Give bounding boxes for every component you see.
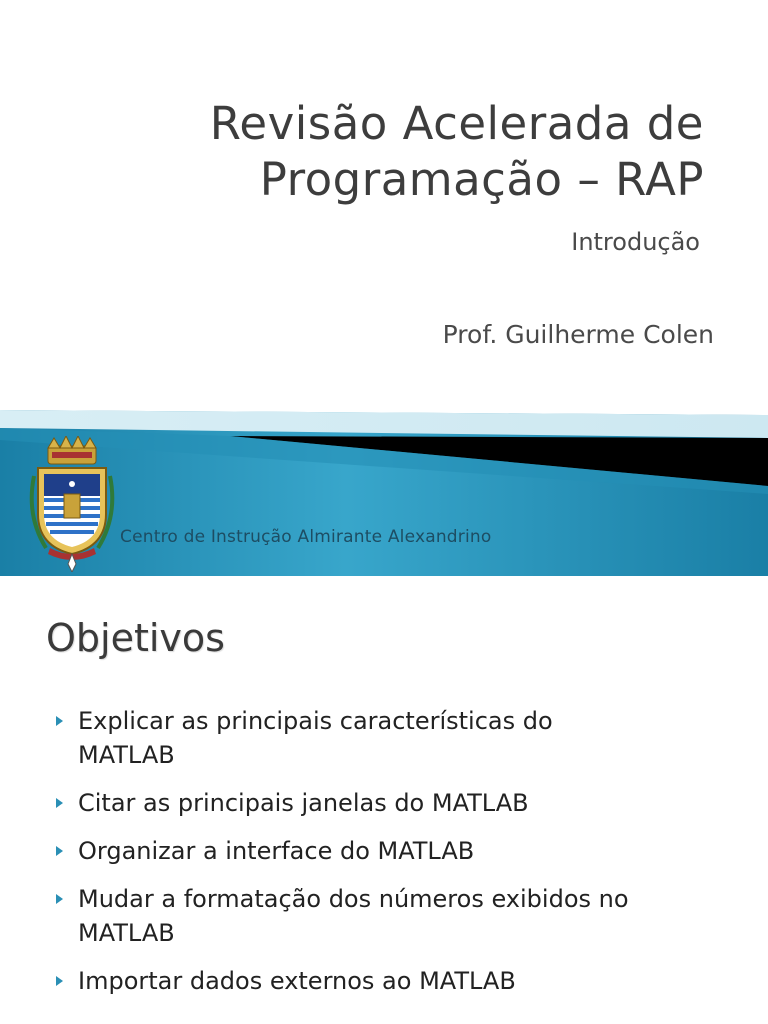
- naval-crest-icon: [26, 436, 118, 572]
- objective-text-continued: MATLAB: [78, 919, 175, 947]
- objective-item: [52, 786, 742, 820]
- objective-text: Citar as principais janelas do MATLAB: [78, 789, 529, 817]
- objectives-heading: Objetivos: [46, 616, 225, 660]
- objective-text: Mudar a formatação dos números exibidos no: [78, 885, 629, 913]
- objective-text: Explicar as principais características do: [78, 707, 553, 735]
- triangle-bullet-icon: [56, 716, 63, 726]
- objectives-slide: [0, 576, 768, 1024]
- objectives-list: [52, 704, 742, 1012]
- objective-text: Organizar a interface do MATLAB: [78, 837, 475, 865]
- slide-subtitle: Introdução: [571, 228, 700, 256]
- objective-text: Importar dados externos ao MATLAB: [78, 967, 516, 995]
- triangle-bullet-icon: [56, 846, 63, 856]
- objective-item: [52, 964, 742, 998]
- objective-item: [52, 704, 742, 772]
- institution-name: Centro de Instrução Almirante Alexandrino: [120, 527, 492, 547]
- objective-item: [52, 834, 742, 868]
- objective-text-continued: MATLAB: [78, 741, 175, 769]
- title-line-1: Revisão Acelerada de: [209, 97, 704, 150]
- triangle-bullet-icon: [56, 976, 63, 986]
- triangle-bullet-icon: [56, 894, 63, 904]
- slide-title: [84, 96, 704, 208]
- author-name: Prof. Guilherme Colen: [442, 320, 714, 349]
- title-line-2: Programação – RAP: [259, 153, 704, 206]
- triangle-bullet-icon: [56, 798, 63, 808]
- objective-item: [52, 882, 742, 950]
